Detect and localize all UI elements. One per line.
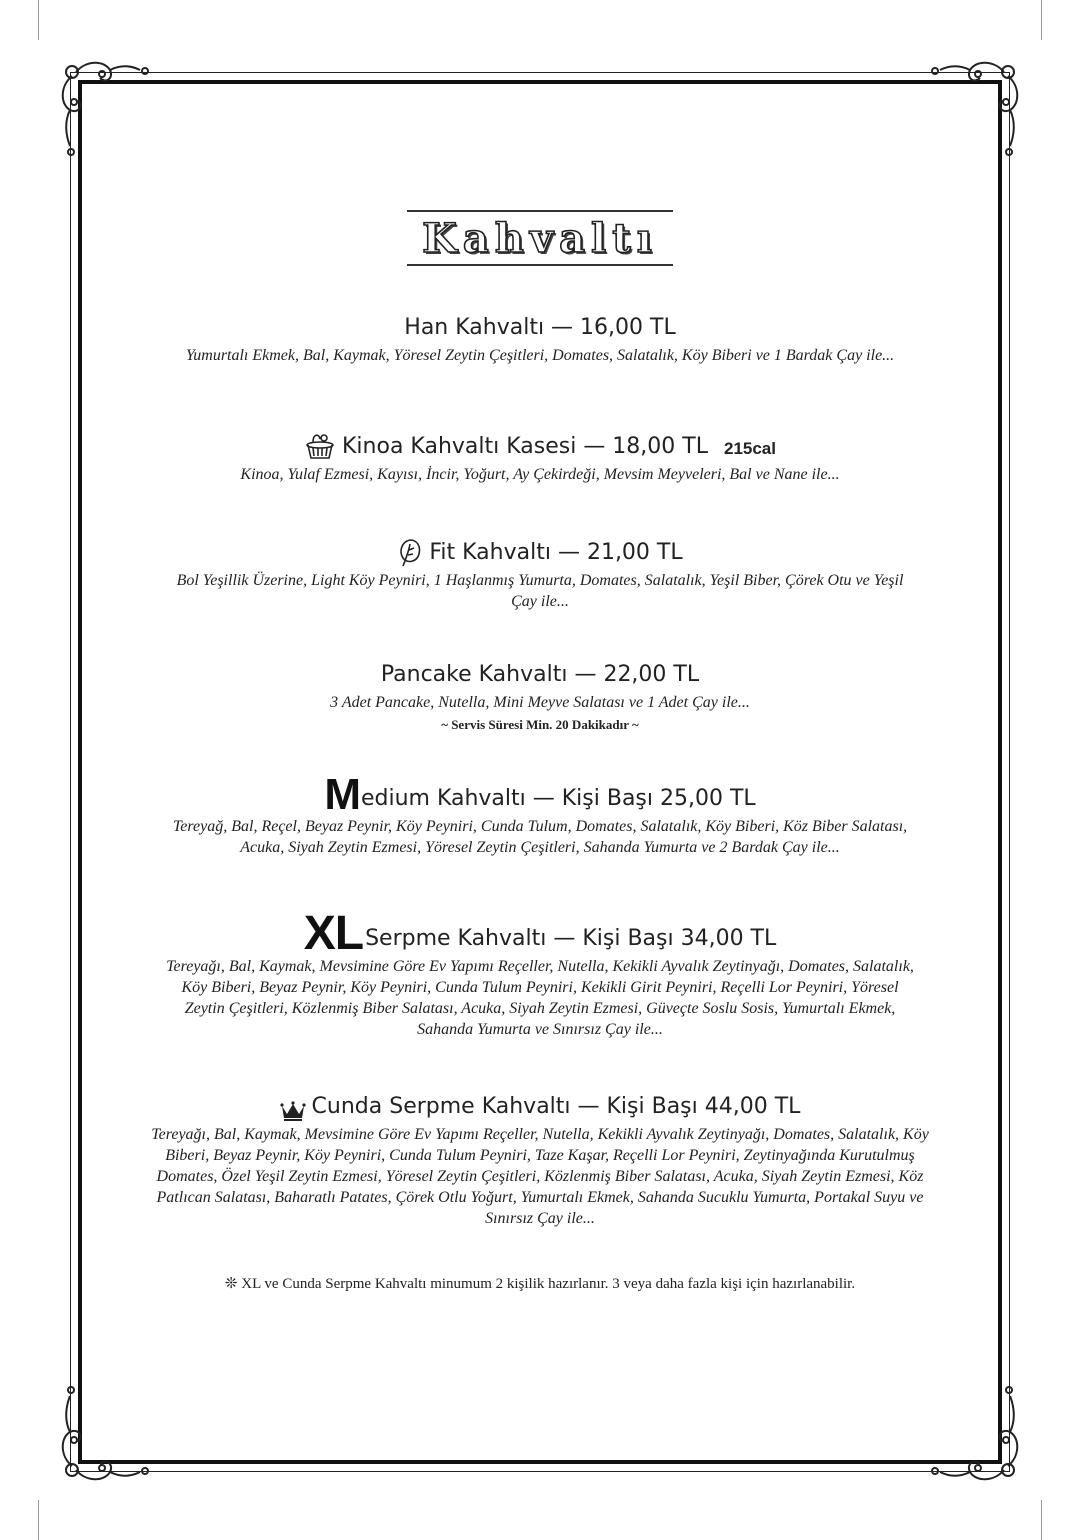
menu-item-description: Yumurtalı Ekmek, Bal, Kaymak, Yöresel Zeytin Çeşitleri, Domates, Salatalık, Köy Biberi ve 1 Bardak Çay ile... bbox=[185, 347, 895, 364]
crop-mark bbox=[1041, 0, 1042, 40]
crop-mark bbox=[1041, 1500, 1042, 1540]
menu-item-name: Cunda Serpme Kahvaltı — Kişi Başı 44,00 TL bbox=[311, 1094, 801, 1119]
leaf-icon bbox=[397, 536, 423, 568]
menu-item-title bbox=[150, 313, 930, 343]
menu-item-name: Han Kahvaltı — 16,00 TL bbox=[404, 315, 676, 340]
menu-item-description: 3 Adet Pancake, Nutella, Mini Meyve Salatası ve 1 Adet Çay ile... bbox=[330, 694, 750, 711]
menu-item-title bbox=[150, 770, 930, 819]
menu-item-title bbox=[150, 536, 930, 568]
footnote-symbol-icon: ❊ bbox=[224, 1276, 238, 1292]
crop-mark bbox=[38, 1500, 39, 1540]
calorie-badge: 215cal bbox=[723, 439, 776, 458]
menu-item-description: Tereyağ, Bal, Reçel, Beyaz Peynir, Köy Peyniri, Cunda Tulum, Domates, Salatalık, Köy Biberi, Köz Biber Salatası, Acuka, Siyah Zeytin Ezmesi, Yöresel Zeytin Çeşitleri, Sahanda Yumurta ve 2 Bardak Çay ile... bbox=[172, 818, 908, 856]
menu-item-description: Tereyağı, Bal, Kaymak, Mevsimine Göre Ev Yapımı Reçeller, Nutella, Kekikli Ayvalık Zeytinyağı, Domates, Salatalık, Köy Biberi, Beyaz Peynir, Köy Peyniri, Cunda Tulum Peyniri, Taze Kaşar, Reçelli Lor Peyniri, Zeytinyağında Kurutulmuş Domates, Özel Yeşil Zeytin Ezmesi, Yöresel Zeytin Çeşitleri, Közlenmiş Biber Salatası, Acuka, Siyah Zeytin Ezmesi, Köz Patlıcan Salatası, Baharatlı Patates, Çörek Otlu Yoğurt, Yumurtalı Ekmek, Sahanda Sucuklu Yumurta, Portakal Suyu ve Sınırsız Çay ile... bbox=[151, 1126, 929, 1227]
corner-ornament-icon bbox=[918, 1370, 1028, 1490]
corner-ornament-icon bbox=[918, 52, 1028, 172]
page-title-box bbox=[407, 210, 673, 266]
menu-item-lead-letter: XL bbox=[303, 907, 364, 960]
menu-item-lead-letter: M bbox=[324, 770, 361, 819]
menu-item-name: Serpme Kahvaltı — Kişi Başı 34,00 TL bbox=[365, 926, 777, 951]
menu-item-description: Tereyağı, Bal, Kaymak, Mevsimine Göre Ev Yapımı Reçeller, Nutella, Kekikli Ayvalık Zeytinyağı, Domates, Salatalık, Köy Biberi, Beyaz Peynir, Köy Peyniri, Cunda Tulum Peyniri, Kekikli Girit Peyniri, Reçelli Lor Peyniri, Yöresel Zeytin Çeşitleri, Közlenmiş Biber Salatası, Acuka, Siyah Zeytin Ezmesi, Güveçte Soslu Sosis, Yumurtalı Ekmek, Sahanda Yumurta ve Sınırsız Çay ile... bbox=[166, 958, 914, 1038]
menu-item-title bbox=[150, 1092, 930, 1122]
menu-item bbox=[150, 1092, 930, 1229]
menu-item-name: edium Kahvaltı — Kişi Başı 25,00 TL bbox=[360, 786, 756, 811]
menu-item-description: Kinoa, Yulaf Ezmesi, Kayısı, İncir, Yoğurt, Ay Çekirdeği, Mevsim Meyveleri, Bal ve Nane ile... bbox=[240, 466, 840, 483]
crown-icon bbox=[280, 1100, 306, 1122]
menu-item-description: Bol Yeşillik Üzerine, Light Köy Peyniri, 1 Haşlanmış Yumurta, Domates, Salatalık, Yeşil Biber, Çörek Otu ve Yeşil Çay ile... bbox=[176, 572, 904, 610]
page-title: Kahvaltı bbox=[422, 214, 658, 262]
menu-item-name: Kinoa Kahvaltı Kasesi — 18,00 TL bbox=[342, 434, 708, 459]
menu-item bbox=[150, 430, 930, 485]
page-frame-inner bbox=[78, 80, 1002, 1464]
menu-item bbox=[150, 907, 930, 1040]
menu-item bbox=[150, 313, 930, 366]
corner-ornament-icon bbox=[52, 52, 162, 172]
menu-item-title bbox=[150, 660, 930, 690]
corner-ornament-icon bbox=[52, 1370, 162, 1490]
menu-item-title bbox=[150, 907, 930, 960]
service-time-note: ~ Servis Süresi Min. 20 Dakikadır ~ bbox=[441, 717, 639, 732]
menu-item bbox=[150, 536, 930, 612]
footnote-text: XL ve Cunda Serpme Kahvaltı minumum 2 kişilik hazırlanır. 3 veya daha fazla kişi için hazırlanabilir. bbox=[241, 1276, 856, 1292]
menu-item bbox=[150, 770, 930, 858]
menu-item-name: Fit Kahvaltı — 21,00 TL bbox=[429, 540, 683, 565]
menu-item-title bbox=[150, 430, 930, 462]
basket-icon bbox=[304, 430, 336, 462]
menu-item-name: Pancake Kahvaltı — 22,00 TL bbox=[380, 662, 700, 687]
footnote bbox=[150, 1274, 930, 1293]
menu-item bbox=[150, 660, 930, 733]
crop-mark bbox=[38, 0, 39, 40]
